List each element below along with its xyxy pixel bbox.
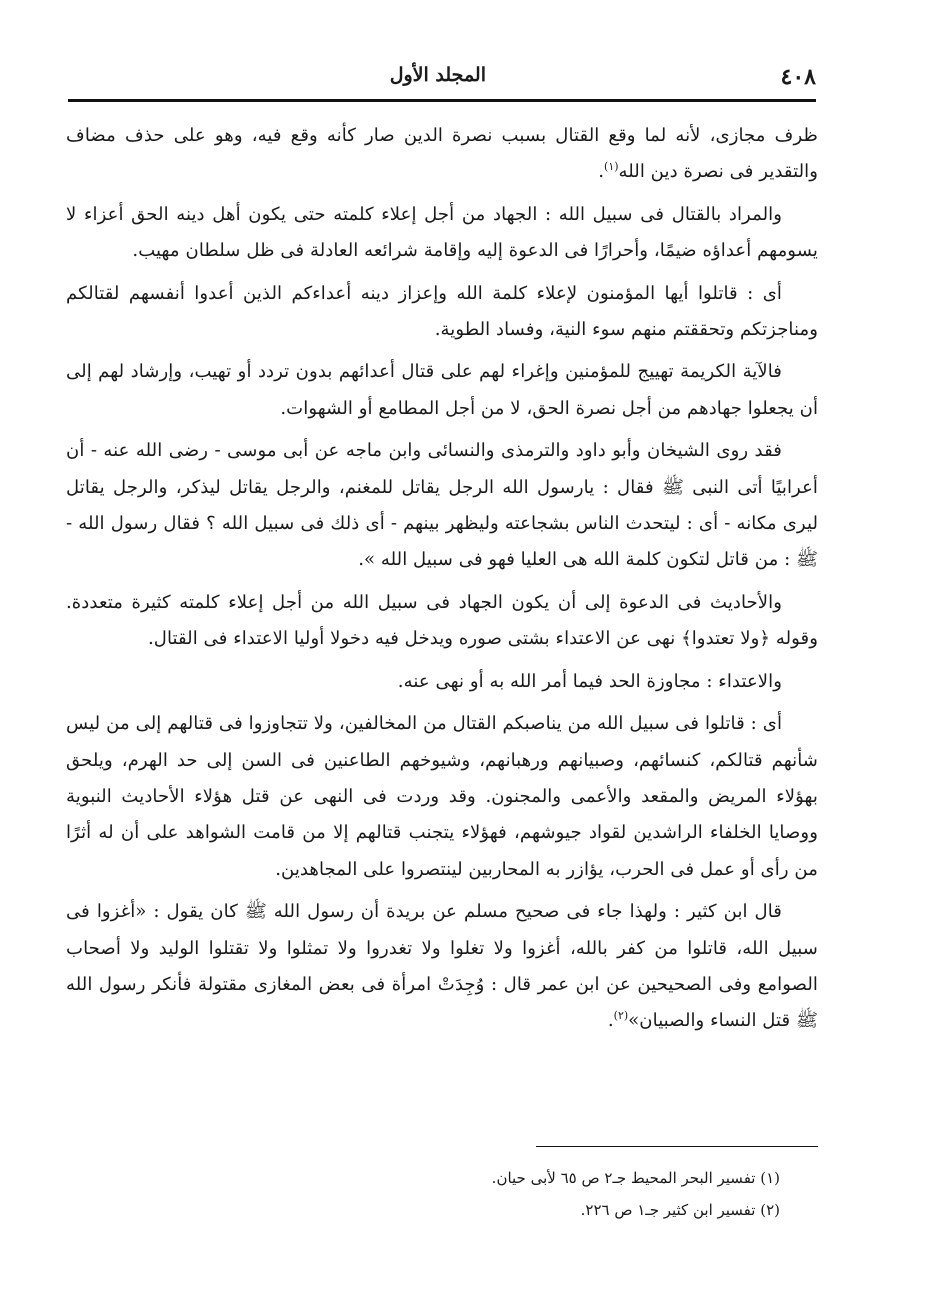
footnotes: [250, 1162, 780, 1226]
footnote-2: (٢) تفسير ابن كثير جـ١ ص ٢٢٦.: [580, 1201, 780, 1219]
paragraph-3: أى : قاتلوا أيها المؤمنون لإعلاء كلمة الله وإعزاز دينه أعداءكم الذين أعدوا أنفسهم لقتالكم ومناجزتكم وتحققتم منهم سوء النية، وفساد الطوية.: [66, 282, 818, 341]
paragraph-2: والمراد بالقتال فى سبيل الله : الجهاد من أجل إعلاء كلمته حتى يكون أهل دينه الحق أعزاء لا يسومهم أعداؤه ضيمًا، وأحرارًا فى الدعوة إليه وإقامة شرائعه العادلة فى ظل سلطان مهيب.: [66, 203, 818, 262]
page-number: ٤٠٨: [780, 64, 816, 90]
footnote-ref-2: (٢): [613, 1009, 629, 1023]
paragraph-5: فقد روى الشيخان وأبو داود والترمذى والنسائى وابن ماجه عن أبى موسى - رضى الله عنه - أن أعرابيًا أتى النبى ﷺ فقال : يارسول الله الرجل يقاتل للمغنم، والرجل يقاتل ليذكر، والرجل يقاتل ليرى مكانه - أى : ليتحدث الناس بشجاعته وليظهر بينهم - أى ذلك فى سبيل الله ؟ فقال رسول الله - ﷺ : من قاتل لتكون كلمة الله هى العليا فهو فى سبيل الله ».: [66, 440, 818, 571]
header-rule: [68, 99, 816, 102]
paragraph-1-end: .: [598, 161, 605, 183]
footnote-1: (١) تفسير البحر المحيط جـ٢ ص ٦٥ لأبى حيان.: [491, 1169, 780, 1187]
footnote-rule: [536, 1146, 818, 1147]
body-text: [66, 118, 818, 1046]
page-header: [68, 62, 816, 96]
paragraph-9-end: .: [607, 1010, 614, 1032]
paragraph-1-text: ظرف مجازى، لأنه لما وقع القتال بسبب نصرة الدين صار كأنه وقع فيه، وهو على حذف مضاف والتقدير فى نصرة دين الله: [66, 125, 818, 183]
paragraph-9-text: قال ابن كثير : ولهذا جاء فى صحيح مسلم عن بريدة أن رسول الله ﷺ كان يقول : «أغزوا فى سبيل الله، قاتلوا من كفر بالله، أغزوا ولا تغلوا ولا تغدروا ولا تمثلوا ولا تقتلوا الوليد ولا أصحاب الصوامع وفى الصحيحين عن ابن عمر قال : وُجِدَتْ امرأة فى بعض المغازى مقتولة فأنكر رسول الله ﷺ قتل النساء والصبيان»: [66, 901, 818, 1032]
footnote-ref-1: (١): [604, 160, 619, 174]
paragraph-4: فالآية الكريمة تهييج للمؤمنين وإغراء لهم على قتال أعدائهم بدون تردد أو تهيب، وإرشاد لهم إلى أن يجعلوا جهادهم من أجل نصرة الحق، لا من أجل المطامع أو الشهوات.: [66, 361, 818, 419]
paragraph-7: والاعتداء : مجاوزة الحد فيما أمر الله به أو نهى عنه.: [397, 670, 782, 692]
paragraph-8: أى : قاتلوا فى سبيل الله من يناصبكم القتال من المخالفين، ولا تتجاوزوا فى قتالهم إلى من ليس شأنهم قتالكم، كنسائهم، وصبيانهم ورهبانهم، وشيوخهم الطاعنين فى السن إلى حد الهرم، ويلحق بهؤلاء المريض والمقعد والأعمى والمجنون. وقد وردت فى النهى عن قتل هؤلاء الأحاديث النبوية ووصايا الخلفاء الراشدين لقواد جيوشهم، فهؤلاء يتجنب قتالهم إلا من قامت الشواهد على أن له أثرًا من رأى أو عمل فى الحرب، يؤازر به المحاربين لينتصروا على المجاهدين.: [66, 713, 818, 880]
paragraph-1: [66, 118, 818, 191]
paragraph-9: [66, 894, 818, 1040]
running-title: المجلد الأول: [389, 64, 486, 86]
paragraph-6: والأحاديث فى الدعوة إلى أن يكون الجهاد فى سبيل الله من أجل إعلاء كلمته كثيرة متعددة. وقوله ﴿ولا تعتدوا﴾ نهى عن الاعتداء بشتى صوره ويدخل فيه دخولا أوليا الاعتداء فى القتال.: [66, 591, 818, 650]
